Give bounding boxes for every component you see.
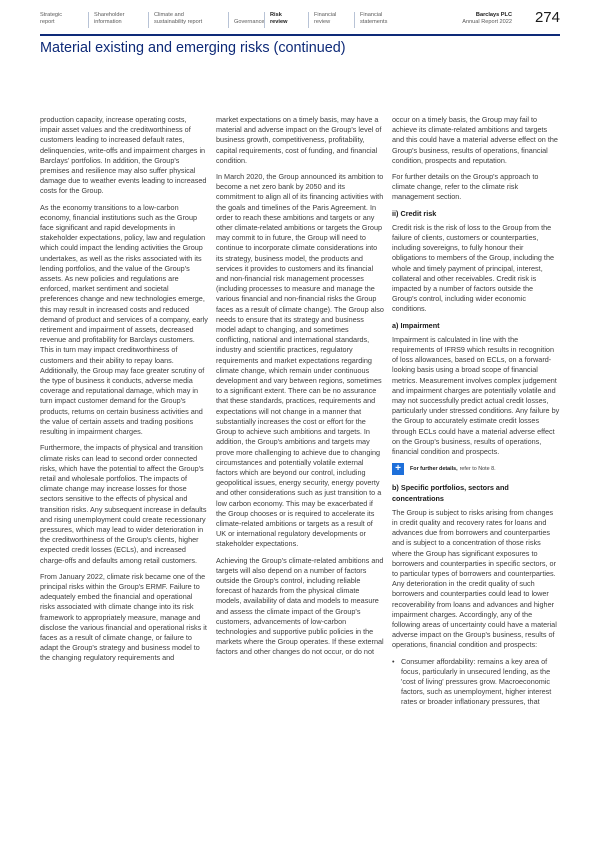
section-heading-specific-portfolios: b) Specific portfolios, sectors and concentrations bbox=[392, 483, 509, 503]
nav-label-line2: sustainability report bbox=[154, 19, 203, 25]
paragraph: market expectations on a timely basis, may have a material and adverse impact on the Group's level of business growth, competitiveness, profitability, capital requirements, cost of funding, and financial condition. bbox=[216, 115, 382, 165]
section-heading-impairment: a) Impairment bbox=[392, 320, 440, 330]
header-divider bbox=[40, 34, 560, 36]
paragraph: occur on a timely basis, the Group may fail to achieve its climate-related ambitions and targets and this could have a material adverse effect on the Group's business, results of operations, financial condition, prospects and reputation. bbox=[392, 115, 558, 165]
nav-label-line2: review bbox=[314, 19, 331, 25]
nav-divider bbox=[354, 12, 355, 28]
nav-label-line2: statements bbox=[360, 19, 388, 25]
xref-text: refer to Note 8. bbox=[459, 465, 496, 472]
paragraph: For further details on the Group's approach to climate change, refer to the climate risk management section. bbox=[392, 172, 539, 202]
nav-label-line1 bbox=[234, 12, 264, 19]
bullet-list bbox=[392, 657, 560, 708]
section-heading-credit-risk: ii) Credit risk bbox=[392, 208, 437, 218]
page-number: 274 bbox=[534, 9, 560, 26]
nav-risk-review[interactable] bbox=[270, 12, 287, 26]
nav-financial-review[interactable] bbox=[314, 12, 336, 26]
paragraph: Impairment is calculated in line with the requirements of IFRS9 which results in recognition of loss allowances, based on ECLs, on a forward-looking basis using a broad scope of financial metrics. Measurement involves complex judgement and impairment charges are potentially volatile and may not successfully predict actual credit losses, particularly under stressed conditions. Any failure by the Group to accurately estimate credit losses through ECLs could have a material adverse effect on the Group's business, results of operations, financial condition and prospects. bbox=[392, 334, 560, 457]
paragraph: production capacity, increase operating costs, impair asset values and the creditworthiness of customers leading to increased default rates, delinquencies, write-offs and impairment charges in Barclays' portfolios. In addition, the Group's premises and resilience may also suffer physical damage due to weather events leading to increased costs for the Group. bbox=[40, 115, 207, 196]
paragraph: Credit risk is the risk of loss to the Group from the failure of clients, customers or counterparties, including sovereigns, to fully honour their obligations to members of the Group, including the whole and timely payment of principal, interest, collateral and other receivables. Credit risk is impacted by a number of factors outside the Group's control, including wider economic conditions. bbox=[392, 222, 555, 314]
nav-climate-sustainability-report[interactable] bbox=[154, 12, 202, 26]
paragraph: In March 2020, the Group announced its ambition to become a net zero bank by 2050 and its commitment to align all of its financing activities with the goals and timelines of the Paris Agreement. In order to reach these ambitions and targets or any other climate-related ambitions or targets the Group may commit to in future, the Group will need to continue to incorporate climate considerations into its strategy, business model, the products and services it provides to customers and its financial and non-financial risk management processes (including processes to measure and manage the various financial and non-financial risks the Group faces as a result of climate change). The Group also needs to ensure that its strategy and business model adapt to changing, and sometimes conflicting, national and international standards, industry and scientific practices, regulatory requirements and market expectations regarding climate change, which remain under continuous development and vary between regions, sometimes to a significant extent. There can be no assurance that these standards, practices, requirements and expectations will not change in a manner that substantially increases the cost or effort for the Group to achieve such ambitions and targets. In addition, the Group's ambitions and targets may prove more challenging to achieve due to changing circumstances and potentially volatile external factors which are beyond our control, including geopolitical issues, energy security, energy poverty and other considerations such as just transition to a low carbon economy. This may be exacerbated if the Group chooses or is required to accelerate its climate-related ambitions or targets as a result of UK or international regulatory developments or stakeholder expectations. bbox=[216, 172, 384, 549]
nav-label-line1: Risk bbox=[270, 12, 282, 18]
report-brand bbox=[462, 12, 512, 26]
nav-divider bbox=[88, 12, 89, 28]
plus-icon: + bbox=[392, 463, 404, 475]
paragraph: As the economy transitions to a low-carbon economy, financial institutions such as the Group face significant and rapid developments in stakeholder expectations, policy, law and regulation which could impact the lending activities the Group undertakes, as well as the risks associated with its lending portfolios, and the value of the Group's assets. As new policies and regulations are enforced, market sentiment and societal preferences change and new technologies emerge, this may result in increased costs and reduced demand of product and services of a company, early retirement and impairment of assets, decreased revenue and profitability for Barclays customers. This in turn may impact creditworthiness of customers and their ability to repay loans. Additionally, the Group may face greater scrutiny of the type of business it conducts, adverse media coverage and reputational damage, which may in turn impact customer demand for the Group's products, returns on certain business activities and the value of certain assets and trading positions resulting in impairment charges. bbox=[40, 202, 208, 437]
text-column-2 bbox=[216, 115, 384, 664]
brand-subtitle: Annual Report 2022 bbox=[462, 19, 512, 25]
nav-label-line2: information bbox=[94, 19, 122, 25]
nav-strategic-report[interactable] bbox=[40, 12, 62, 26]
nav-divider bbox=[148, 12, 149, 28]
nav-label-line1: Shareholder bbox=[94, 12, 125, 18]
paragraph: Achieving the Group's climate-related ambitions and targets will also depend on a number of factors outside the Group's control, including reliable forecast of hazards from the physical climate models, availability of data and models to measure and assess the climate impact of the Group's customers, advancements of low-carbon technologies and supportive public policies in the markets where the Group operates. If these external factors and other changes do not occur, or do not bbox=[216, 555, 384, 657]
nav-label-line1: Climate and bbox=[154, 12, 184, 18]
brand-name: Barclays PLC bbox=[475, 12, 512, 18]
nav-divider bbox=[264, 12, 265, 28]
nav-divider bbox=[308, 12, 309, 28]
nav-divider bbox=[228, 12, 229, 28]
nav-label-line2: Governance bbox=[234, 19, 265, 25]
paragraph: The Group is subject to risks arising from changes in credit quality and recovery rates for loans and advances due from borrowers and counterparties and is subject to a concentration of those risks where the Group has significant exposures to borrowers and counterparties in specific sectors, or to particular types of borrowers and counterparties. Any deterioration in the credit quality of such borrowers and counterparties could lead to lower recoverability from loans and advances and higher impairment charges. Accordingly, any of the following areas of uncertainty could have a material adverse impact on the Group's business, results of operations, financial condition and prospects: bbox=[392, 507, 557, 650]
paragraph: From January 2022, climate risk became one of the principal risks within the Group's ERMF. Failure to adequately embed the financial and operational risks associated with climate change into its risk framework to appropriately measure, manage and disclose the various financial and operational risks it faces as a result of climate change, or failure to adapt the Group's strategy and business model to the changing regulatory requirements and bbox=[40, 571, 207, 663]
nav-shareholder-information[interactable] bbox=[94, 12, 124, 26]
paragraph: Furthermore, the impacts of physical and transition climate risks can lead to second order connected risks, which have the potential to affect the Group's retail and wholesale portfolios. The impacts of climate change may increase losses for those sectors sensitive to the effects of physical and transition risks. Any subsequent increase in defaults and rising unemployment could create recessionary pressures, which may lead to wider deterioration in the creditworthiness of the Group's clients, higher expected credit losses (ECLs), and increased charge-offs and defaults among retail customers. bbox=[40, 443, 207, 565]
nav-label-line1: Financial bbox=[314, 12, 337, 18]
nav-label-line1: Strategic bbox=[40, 12, 63, 18]
list-item: • Consumer affordability: remains a key area of focus, particularly in unsecured lending, as the 'cost of living' pressures grow. Macroeconomic factors, such as unemployment, higher interest rates or broader inflationary pressures, that bbox=[392, 657, 560, 708]
page-title: Material existing and emerging risks (continued) bbox=[40, 40, 346, 56]
nav-label-line2: review bbox=[270, 19, 288, 25]
cross-reference-note-8[interactable] bbox=[392, 463, 560, 475]
nav-label-line2: report bbox=[40, 19, 55, 25]
nav-label-line1: Financial bbox=[360, 12, 383, 18]
text-column-3 bbox=[392, 115, 560, 708]
text-column-1 bbox=[40, 115, 208, 670]
top-navigation bbox=[40, 9, 560, 34]
nav-governance[interactable] bbox=[234, 12, 264, 26]
nav-financial-statements[interactable] bbox=[360, 12, 387, 26]
xref-bold-text: For further details, bbox=[410, 465, 458, 472]
